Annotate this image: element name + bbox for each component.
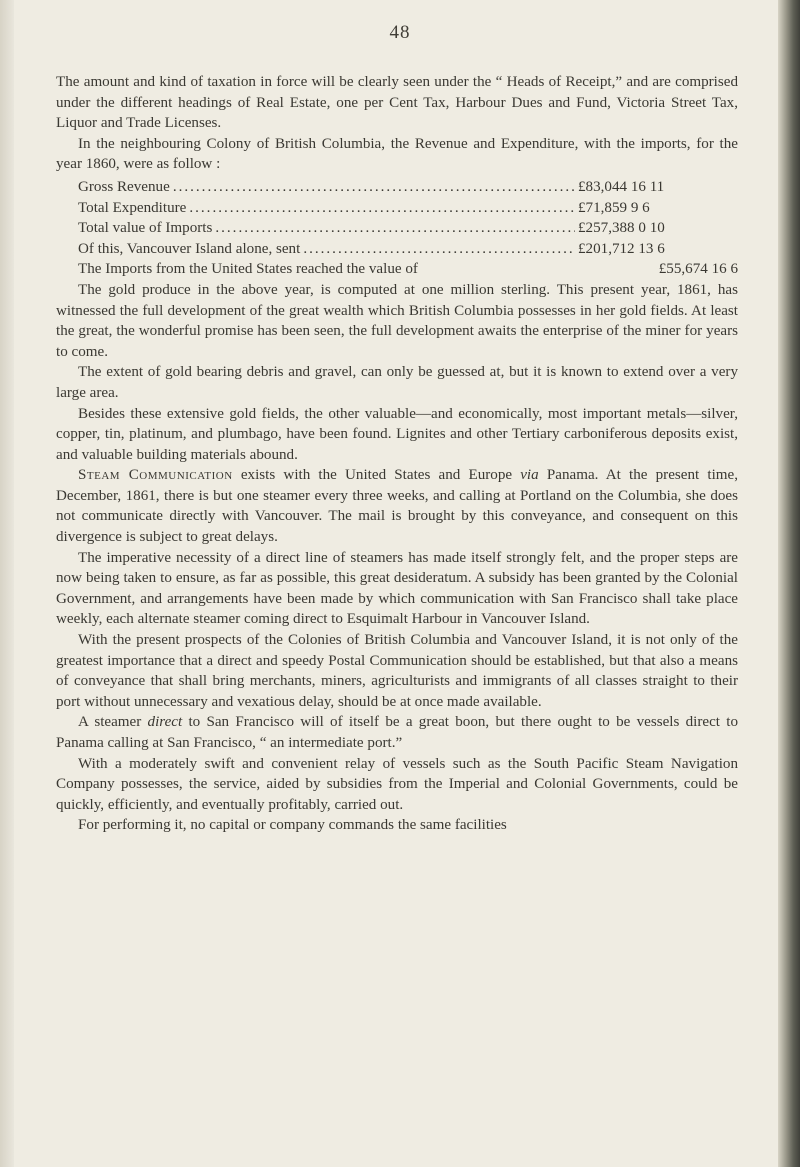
stat-label: Total Expenditure xyxy=(78,199,187,216)
stat-value: £55,674 16 6 xyxy=(658,261,738,278)
paragraph-postal-communication: With the present prospects of the Colonies of British Columbia and Vancouver Island, it is not only of the greatest importance that a direct and speedy Postal Communication should be established, but that also a means of conveyance that shall bring merchants, miners, agriculturists and immigrants of all classes straight to their port without unnecessary and vexatious delay, should be at once made available. xyxy=(56,632,738,710)
paragraph-british-columbia-revenue: In the neighbouring Colony of British Columbia, the Revenue and Expenditure, with the imports, for the year 1860, were as follow : xyxy=(56,135,738,173)
stat-value: £257,388 0 10 xyxy=(578,220,665,237)
text-run: A steamer xyxy=(78,714,148,731)
text-run: to San Francisco will of itself be a great boon, but there ought to be vessels direct to Panama calling at San Francisco, “ an intermediate port.” xyxy=(56,714,738,751)
paragraph-san-francisco xyxy=(56,712,738,753)
stat-row-vancouver-island xyxy=(56,239,738,260)
paragraph-taxation: The amount and kind of taxation in force will be clearly seen under the “ Heads of Receipt,” and are comprised under the different headings of Real Estate, one per Cent Tax, Harbour Dues and Fund, Victoria Street Tax, Liquor and Trade Licenses. xyxy=(56,74,738,132)
text-run: exists with the United States and Europe xyxy=(232,467,521,484)
stat-label: Gross Revenue xyxy=(78,178,170,195)
page-left-edge xyxy=(0,0,14,1167)
paragraph-relay-of-vessels: With a moderately swift and convenient relay of vessels such as the South Pacific Steam Navigation Company possesses, the service, aided by subsidies from the Imperial and Colonial Governments, could be quickly, efficiently, and eventually profitably, carried out. xyxy=(56,755,738,813)
stat-row-total-imports xyxy=(56,218,738,239)
paragraph-gold-produce: The gold produce in the above year, is computed at one million sterling. This present year, 1861, has witnessed the full development of the great wealth which British Columbia possesses in her gold fields. At least the great, the wonderful promise has been seen, the full development awaits the enterprise of the miner for years to come. xyxy=(56,281,738,360)
stat-row-gross-revenue xyxy=(56,177,738,198)
italic-text: direct xyxy=(147,714,183,731)
paragraph-steam-communication xyxy=(56,465,738,547)
stat-value: £83,044 16 11 xyxy=(578,178,665,195)
dot-leader xyxy=(189,198,575,219)
italic-text: via xyxy=(520,467,539,484)
stat-label: Of this, Vancouver Island alone, sent xyxy=(78,240,301,257)
paragraph-gold-extent: The extent of gold bearing debris and gravel, can only be guessed at, but it is known to extend over a very large area. xyxy=(56,364,738,401)
paragraph-performing: For performing it, no capital or company commands the same facilities xyxy=(78,817,507,834)
page-number: 48 xyxy=(389,22,411,43)
stat-label: The Imports from the United States reached the value of xyxy=(78,261,418,278)
paragraph-metals: Besides these extensive gold fields, the other valuable—and economically, most important metals—silver, copper, tin, platinum, and plumbago, have been found. Lignites and other Tertiary carboniferous deposits exist, and valuable building materials abound. xyxy=(56,405,738,463)
revenue-table xyxy=(56,177,738,280)
section-heading: Steam Communication xyxy=(78,467,233,484)
dot-leader xyxy=(173,177,575,198)
page-body xyxy=(56,72,738,836)
page-binding-edge xyxy=(778,0,800,1167)
paragraph-direct-line: The imperative necessity of a direct line of steamers has made itself strongly felt, and the proper steps are now being taken to ensure, as far as possible, this great desideratum. A subsidy has been granted by the Colonial Government, and arrangements have been made by which communication with San Francisco shall take place weekly, each alternate steamer coming direct to Esquimalt Harbour in Vancouver Island. xyxy=(56,549,738,628)
stat-row-total-expenditure xyxy=(56,198,738,219)
text-run: Panama. At the present time, December, 1861, there is but one steamer every three weeks, and calling at Portland on the Columbia, she does not communicate directly with Vancouver. The mail is brought by this conveyance, and consequent on this divergence is subject to great delays. xyxy=(56,467,738,546)
dot-leader xyxy=(303,239,575,260)
stat-label: Total value of Imports xyxy=(78,220,213,237)
stat-value: £201,712 13 6 xyxy=(578,240,665,257)
dot-leader xyxy=(215,218,575,239)
stat-value: £71,859 9 6 xyxy=(578,199,650,216)
stat-row-united-states-imports xyxy=(56,259,738,280)
